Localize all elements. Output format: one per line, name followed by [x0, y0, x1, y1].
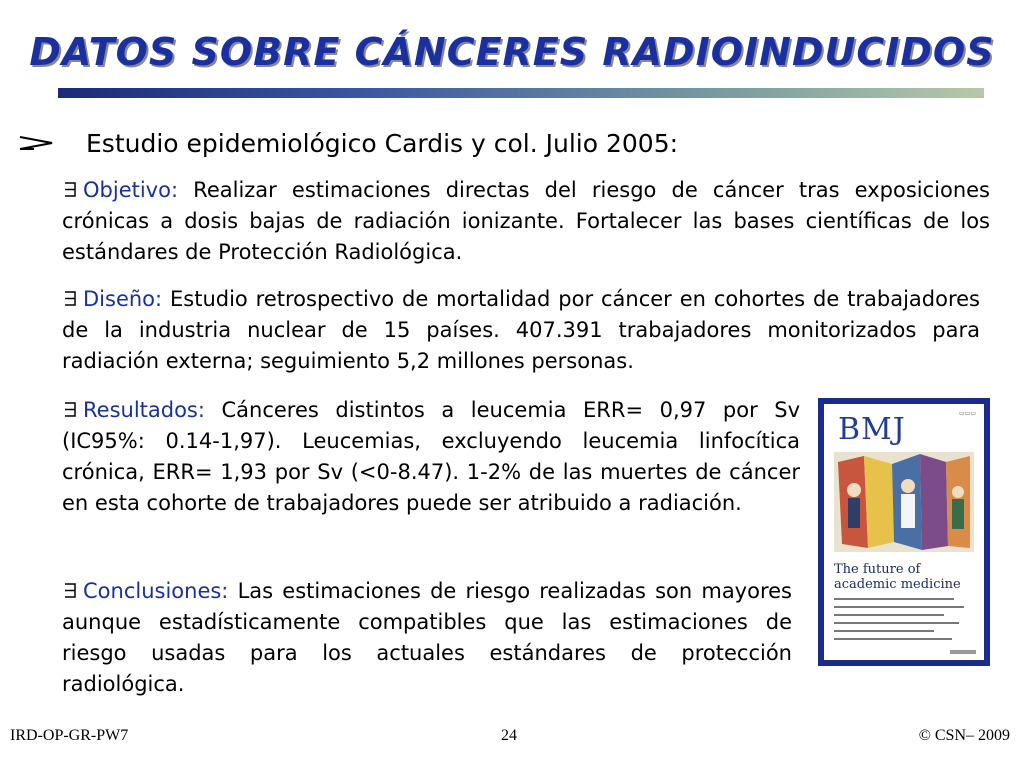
results-paragraph: [62, 395, 800, 519]
design-label: Diseño:: [83, 287, 163, 311]
footer-copyright: © CSN– 2009: [918, 727, 1010, 744]
cover-headline: The future of academic medicine: [834, 562, 961, 592]
objective-paragraph: [62, 175, 990, 268]
design-text: Estudio retrospectivo de mortalidad por cáncer en cohortes de trabajadores de la industria nuclear de 15 países. 407.391 trabajadores monitorizados para radiación externa; seguimiento 5,2 millones personas.: [62, 287, 980, 373]
title-underline: [58, 88, 984, 98]
sub-bullet-icon: [62, 401, 77, 418]
results-label: Resultados:: [83, 398, 205, 422]
cover-masthead: BMJ: [838, 412, 906, 447]
main-bullet: [18, 123, 678, 163]
main-bullet-text: Estudio epidemiológico Cardis y col. Julio 2005:: [86, 128, 679, 158]
cover-contents-lines: [834, 598, 974, 646]
arrow-bullet-icon: [18, 131, 54, 155]
conclusions-label: Conclusiones:: [83, 579, 229, 603]
bmj-cover-image: [818, 398, 990, 666]
results-text: Cánceres distintos a leucemia ERR= 0,97 por Sv (IC95%: 0.14-1,97). Leucemias, excluyendo leucemia linfocítica crónica, ERR= 1,93 por Sv (<0-8.47). 1-2% de las muertes de cáncer en esta cohorte de trabajadores puede ser atribuido a radiación.: [62, 398, 800, 515]
cover-publisher-logo: [950, 650, 976, 654]
objective-text: Realizar estimaciones directas del riesgo de cáncer tras exposiciones crónicas a dosis bajas de radiación ionizante. Fortalecer las bases científicas de los estándares de Protección Radiológica.: [62, 178, 990, 264]
sub-bullet-icon: [62, 290, 77, 307]
page-number: 24: [501, 727, 517, 744]
slide-title: DATOS SOBRE CÁNCERES RADIOINDUCIDOS: [29, 30, 995, 74]
cover-illustration: [834, 452, 974, 552]
sub-bullet-icon: [62, 582, 77, 599]
design-paragraph: [62, 284, 980, 377]
conclusions-paragraph: [62, 576, 792, 700]
conclusions-text: Las estimaciones de riesgo realizadas son mayores aunque estadísticamente compatibles que las estimaciones de riesgo usadas para los actuales estándares de protección radiológica.: [62, 579, 792, 696]
footer-left: IRD-OP-GR-PW7: [10, 727, 129, 744]
cover-date-mark: ▭▭▭: [958, 410, 976, 417]
sub-bullet-icon: [62, 181, 77, 198]
objective-label: Objetivo:: [83, 178, 179, 202]
